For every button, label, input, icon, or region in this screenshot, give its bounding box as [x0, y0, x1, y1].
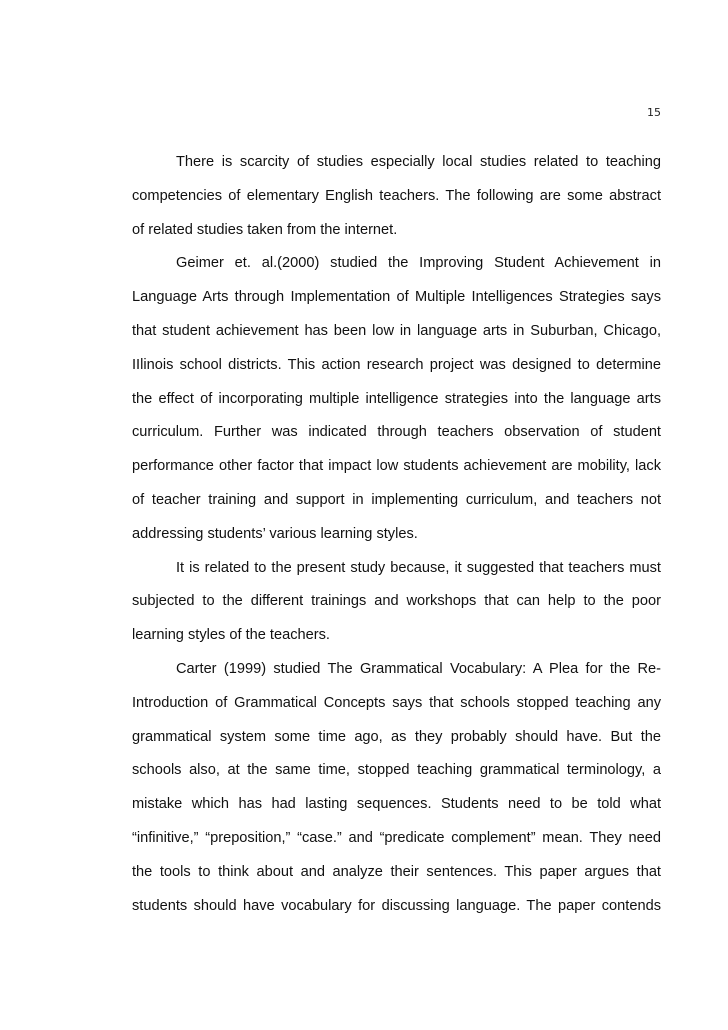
text-line: of related studies taken from the internet.: [132, 221, 398, 238]
text-line: Introduction of Grammatical Concepts says that schools stopped teaching any: [132, 694, 661, 711]
text-line: learning styles of the teachers.: [132, 627, 330, 644]
text-line: competencies of elementary English teachers. The following are some abstract: [132, 187, 661, 204]
text-line: mistake which has had lasting sequences. Students need to be told what: [132, 796, 661, 813]
paragraph-scarcity-of-studies: [132, 146, 661, 247]
text-line: addressing students’ various learning styles.: [132, 525, 418, 542]
text-line: It is related to the present study because, it suggested that teachers must: [176, 559, 661, 576]
paragraph-carter-study: [132, 653, 661, 923]
text-line: There is scarcity of studies especially local studies related to teaching: [176, 154, 661, 170]
text-line: the effect of incorporating multiple intelligence strategies into the language arts: [132, 390, 661, 407]
text-line: performance other factor that impact low students achievement are mobility, lack: [132, 458, 661, 475]
paragraph-relation-to-present-study: [132, 552, 661, 653]
text-line: Carter (1999) studied The Grammatical Vocabulary: A Plea for the Re-: [176, 660, 661, 677]
text-line: IIlinois school districts. This action research project was designed to determine: [132, 356, 661, 373]
page-number: 15: [647, 106, 661, 119]
text-line: grammatical system some time ago, as they probably should have. But the: [132, 728, 661, 745]
text-line: “infinitive,” “preposition,” “case.” and “predicate complement” mean. They need: [132, 829, 661, 846]
body-text: [132, 146, 661, 923]
text-line: Language Arts through Implementation of Multiple Intelligences Strategies says: [132, 289, 661, 306]
text-line: subjected to the different trainings and workshops that can help to the poor: [132, 593, 661, 610]
text-line: students should have vocabulary for discussing language. The paper contends: [132, 897, 661, 914]
text-line: that student achievement has been low in language arts in Suburban, Chicago,: [132, 322, 661, 339]
text-line: the tools to think about and analyze their sentences. This paper argues that: [132, 863, 661, 880]
text-line: curriculum. Further was indicated through teachers observation of student: [132, 424, 661, 441]
text-line: Geimer et. al.(2000) studied the Improving Student Achievement in: [176, 255, 661, 272]
paragraph-geimer-study: [132, 247, 661, 551]
text-line: schools also, at the same time, stopped teaching grammatical terminology, a: [132, 762, 661, 779]
text-line: of teacher training and support in implementing curriculum, and teachers not: [132, 491, 661, 508]
